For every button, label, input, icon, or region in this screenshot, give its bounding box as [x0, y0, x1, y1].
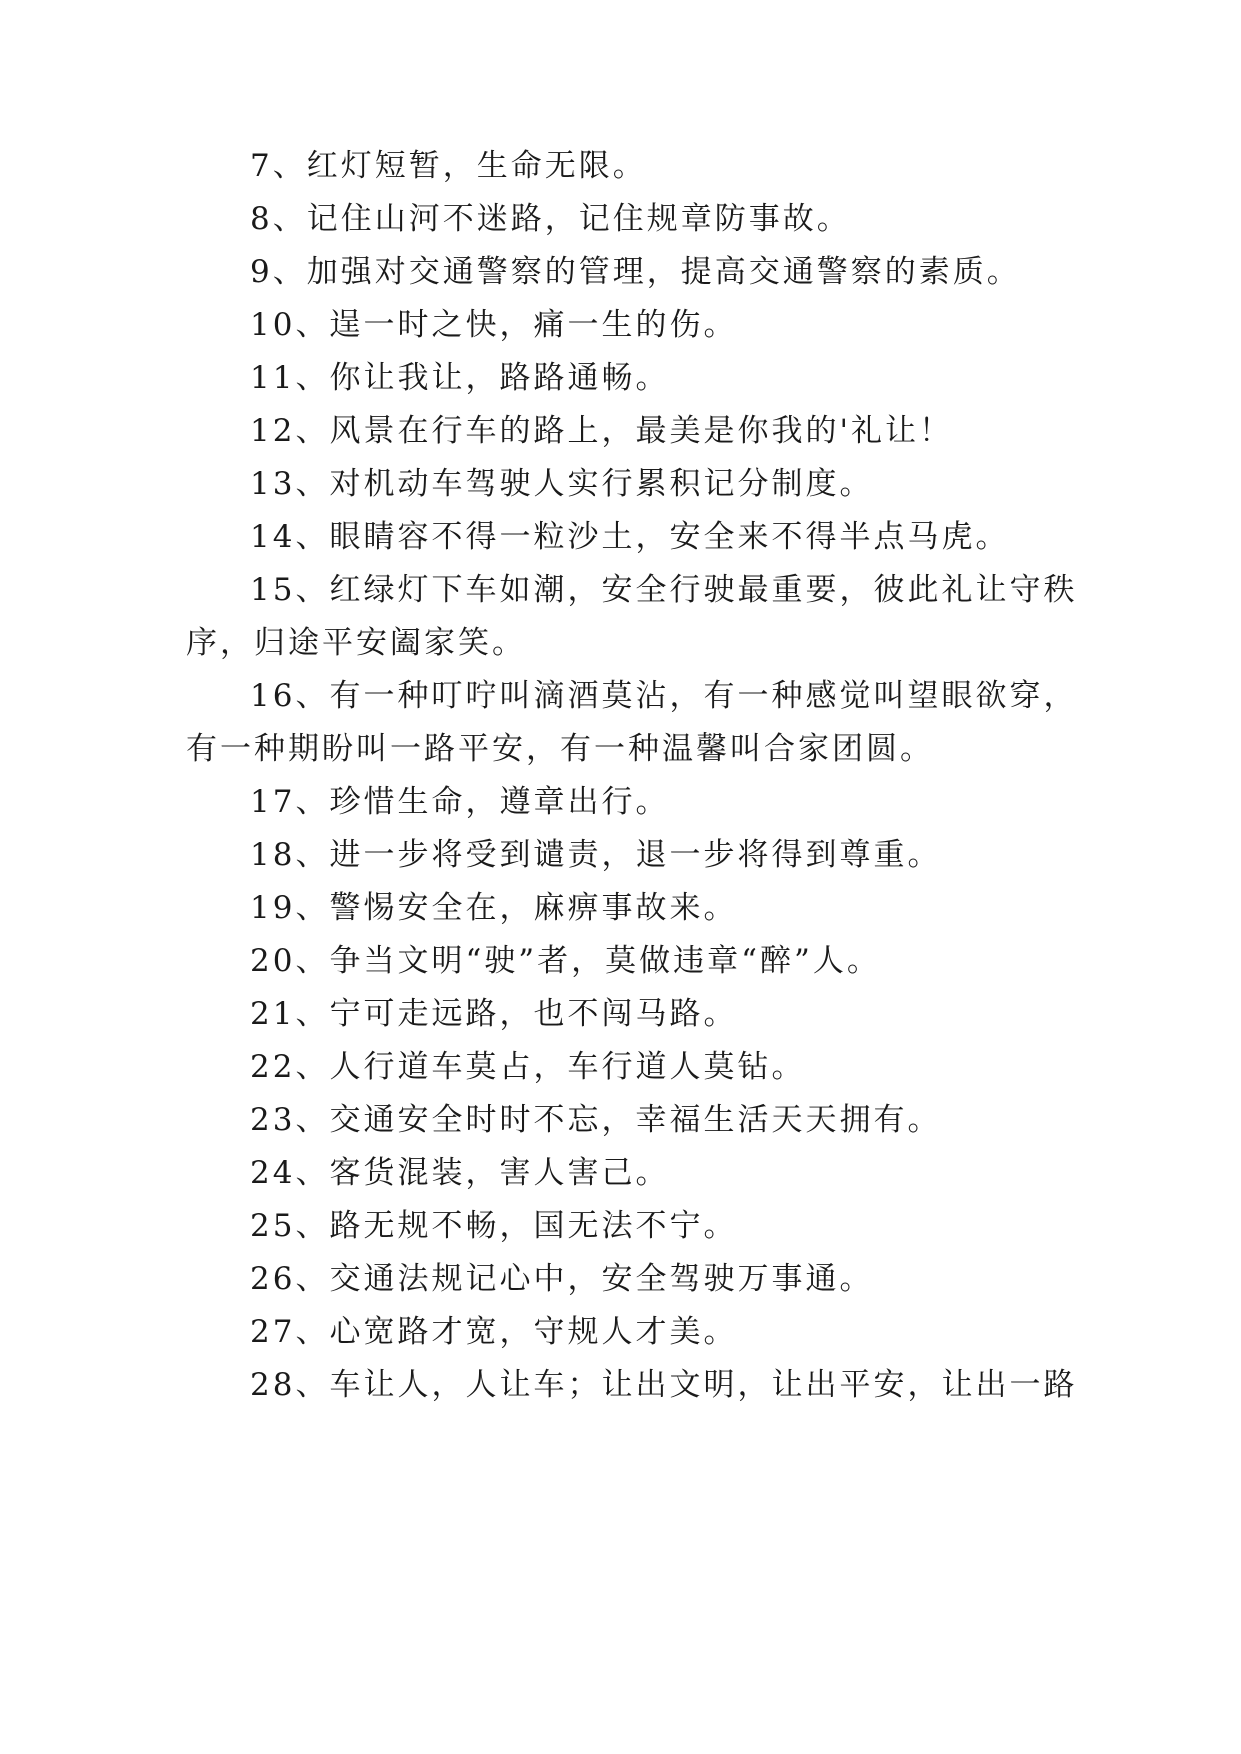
slogan-line-15-continued: 序，归途平安阖家笑。 — [186, 625, 526, 661]
slogan-line-8: 8、记住山河不迷路，记住规章防事故。 — [250, 201, 851, 237]
slogan-line-12: 12、风景在行车的路上，最美是你我的'礼让！ — [250, 413, 953, 449]
slogan-line-15: 15、红绿灯下车如潮，安全行驶最重要，彼此礼让守秩 — [250, 572, 1078, 608]
slogan-line-27: 27、心宽路才宽，守规人才美。 — [250, 1314, 738, 1350]
slogan-line-19: 19、警惕安全在，麻痹事故来。 — [250, 890, 738, 926]
slogan-line-7: 7、红灯短暂，生命无限。 — [250, 148, 647, 184]
slogan-line-16: 16、有一种叮咛叫滴酒莫沾，有一种感觉叫望眼欲穿， — [250, 678, 1078, 714]
slogan-line-11: 11、你让我让，路路通畅。 — [250, 360, 670, 396]
slogan-line-18: 18、进一步将受到谴责，退一步将得到尊重。 — [250, 837, 942, 873]
slogan-line-21: 21、宁可走远路，也不闯马路。 — [250, 996, 738, 1032]
slogan-line-25: 25、路无规不畅，国无法不宁。 — [250, 1208, 738, 1244]
slogan-line-10: 10、逞一时之快，痛一生的伤。 — [250, 307, 738, 343]
slogan-line-16-continued: 有一种期盼叫一路平安，有一种温馨叫合家团圆。 — [186, 731, 934, 767]
slogan-line-14: 14、眼睛容不得一粒沙土，安全来不得半点马虎。 — [250, 519, 1010, 555]
slogan-line-9: 9、加强对交通警察的管理，提高交通警察的素质。 — [250, 254, 1021, 290]
slogan-line-24: 24、客货混装，害人害己。 — [250, 1155, 670, 1191]
slogan-line-22: 22、人行道车莫占，车行道人莫钻。 — [250, 1049, 806, 1085]
slogan-line-23: 23、交通安全时时不忘，幸福生活天天拥有。 — [250, 1102, 942, 1138]
slogan-line-20: 20、争当文明“驶”者，莫做违章“醉”人。 — [250, 943, 881, 979]
slogan-line-17: 17、珍惜生命，遵章出行。 — [250, 784, 670, 820]
slogan-line-13: 13、对机动车驾驶人实行累积记分制度。 — [250, 466, 874, 502]
slogan-line-26: 26、交通法规记心中，安全驾驶万事通。 — [250, 1261, 874, 1297]
slogan-line-28: 28、车让人，人让车；让出文明，让出平安，让出一路 — [250, 1367, 1078, 1403]
